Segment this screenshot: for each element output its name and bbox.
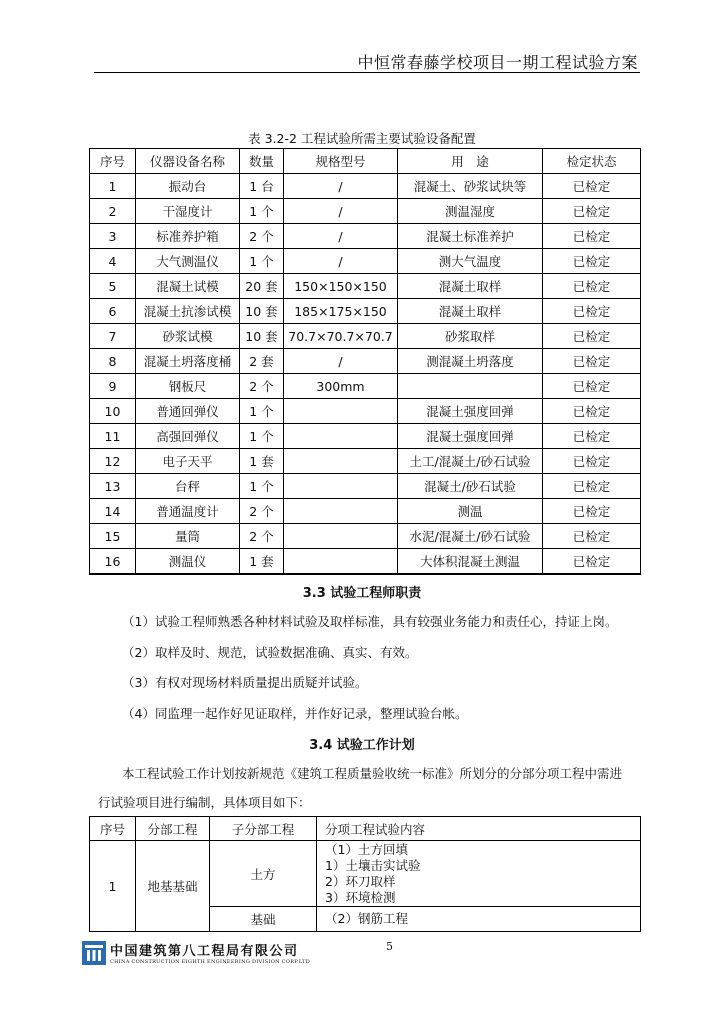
- duty-item-1: （1）试验工程师熟悉各种材料试验及取样标准，具有较强业务能力和责任心，持证上岗。: [122, 614, 618, 629]
- column-header: 序号: [90, 817, 136, 841]
- row-number: 9: [90, 374, 136, 399]
- footer-company-name-en: CHINA CONSTRUCTION EIGHTH ENGINEERING DIVISION CORP.LTD: [110, 959, 311, 965]
- calibration-status: 已检定: [543, 424, 641, 449]
- table-row: [90, 474, 641, 499]
- specification: [284, 424, 398, 449]
- usage: 测温湿度: [398, 199, 543, 224]
- calibration-status: 已检定: [543, 299, 641, 324]
- column-header: 分项工程试验内容: [317, 817, 641, 841]
- table-row: [90, 274, 641, 299]
- calibration-status: 已检定: [543, 199, 641, 224]
- usage: 混凝土取样: [398, 299, 543, 324]
- quantity: 20 套: [240, 274, 284, 299]
- equipment-name: 测温仪: [136, 549, 240, 575]
- quantity: 2 个: [240, 224, 284, 249]
- subdivision-cell: 土方: [210, 841, 317, 907]
- column-header: 子分部工程: [210, 817, 317, 841]
- test-content-cell: [317, 841, 641, 907]
- specification: /: [284, 224, 398, 249]
- table-row: [90, 324, 641, 349]
- usage: 混凝土/砂石试验: [398, 474, 543, 499]
- specification: /: [284, 349, 398, 374]
- duty-item-4: （4）同监理一起作好见证取样，并作好记录，整理试验台帐。: [122, 706, 468, 721]
- specification: 150×150×150: [284, 274, 398, 299]
- column-header: 序号: [90, 149, 136, 174]
- row-number: 12: [90, 449, 136, 474]
- equipment-table: [89, 148, 641, 575]
- column-header: 分部工程: [136, 817, 210, 841]
- table-row: [90, 449, 641, 474]
- specification: 185×175×150: [284, 299, 398, 324]
- equipment-table-header: [90, 149, 641, 174]
- usage: 砂浆取样: [398, 324, 543, 349]
- column-header: 数量: [240, 149, 284, 174]
- quantity: 2 个: [240, 524, 284, 549]
- row-number: 1: [90, 174, 136, 199]
- row-number: 5: [90, 274, 136, 299]
- calibration-status: 已检定: [543, 249, 641, 274]
- calibration-status: 已检定: [543, 399, 641, 424]
- specification: [284, 499, 398, 524]
- equipment-name: 台秤: [136, 474, 240, 499]
- section-3-4-title: 3.4 试验工作计划: [309, 738, 415, 753]
- test-content-line: 3）环境检测: [325, 889, 396, 905]
- calibration-status: 已检定: [543, 174, 641, 199]
- quantity: 1 套: [240, 449, 284, 474]
- table-row: [90, 299, 641, 324]
- specification: [284, 399, 398, 424]
- quantity: 2 个: [240, 374, 284, 399]
- usage: 混凝土强度回弹: [398, 399, 543, 424]
- usage: 混凝土取样: [398, 274, 543, 299]
- table-row: [90, 499, 641, 524]
- equipment-name: 普通回弹仪: [136, 399, 240, 424]
- specification: /: [284, 199, 398, 224]
- quantity: 1 个: [240, 424, 284, 449]
- quantity: 1 台: [240, 174, 284, 199]
- specification: [284, 549, 398, 575]
- table-row: [90, 399, 641, 424]
- calibration-status: 已检定: [543, 349, 641, 374]
- column-header: 用 途: [398, 149, 543, 174]
- duty-item-2: （2）取样及时、规范，试验数据准确、真实、有效。: [122, 645, 418, 660]
- table-row: [90, 424, 641, 449]
- usage: 混凝土标准养护: [398, 224, 543, 249]
- test-content-line: （2）钢筋工程: [325, 911, 408, 926]
- equipment-name: 钢板尺: [136, 374, 240, 399]
- column-header: 规格型号: [284, 149, 398, 174]
- row-number: 11: [90, 424, 136, 449]
- quantity: 2 套: [240, 349, 284, 374]
- quantity: 1 个: [240, 199, 284, 224]
- calibration-status: 已检定: [543, 549, 641, 575]
- table-row: [90, 349, 641, 374]
- usage: 测温: [398, 499, 543, 524]
- row-number: 1: [90, 841, 136, 932]
- row-number: 8: [90, 349, 136, 374]
- column-header: 检定状态: [543, 149, 641, 174]
- row-number: 2: [90, 199, 136, 224]
- usage: 混凝土强度回弹: [398, 424, 543, 449]
- table-row: [90, 524, 641, 549]
- equipment-name: 振动台: [136, 174, 240, 199]
- quantity: 1 个: [240, 399, 284, 424]
- calibration-status: 已检定: [543, 324, 641, 349]
- equipment-name: 混凝土试模: [136, 274, 240, 299]
- usage: 水泥/混凝土/砂石试验: [398, 524, 543, 549]
- row-number: 14: [90, 499, 136, 524]
- equipment-name: 普通温度计: [136, 499, 240, 524]
- calibration-status: 已检定: [543, 474, 641, 499]
- calibration-status: 已检定: [543, 499, 641, 524]
- usage: 大体积混凝土测温: [398, 549, 543, 575]
- table-row: [90, 249, 641, 274]
- table-row: [90, 174, 641, 199]
- row-number: 15: [90, 524, 136, 549]
- header-rule: [94, 72, 640, 73]
- specification: 70.7×70.7×70.7: [284, 324, 398, 349]
- specification: [284, 449, 398, 474]
- table-row: [90, 841, 641, 907]
- specification: 300mm: [284, 374, 398, 399]
- row-number: 7: [90, 324, 136, 349]
- table-row: [90, 199, 641, 224]
- table-row: [90, 224, 641, 249]
- table-row: [90, 374, 641, 399]
- equipment-name: 大气测温仪: [136, 249, 240, 274]
- test-content-cell: [317, 907, 641, 932]
- subdivision-cell: 基础: [210, 907, 317, 932]
- calibration-status: 已检定: [543, 224, 641, 249]
- usage: 土工/混凝土/砂石试验: [398, 449, 543, 474]
- document-header-title: 中恒常春藤学校项目一期工程试验方案: [357, 53, 638, 72]
- equipment-name: 高强回弹仪: [136, 424, 240, 449]
- row-number: 4: [90, 249, 136, 274]
- plan-table-header: [90, 817, 641, 841]
- row-number: 10: [90, 399, 136, 424]
- equipment-name: 砂浆试模: [136, 324, 240, 349]
- quantity: 1 个: [240, 249, 284, 274]
- equipment-name: 混凝土抗渗试模: [136, 299, 240, 324]
- plan-table: [89, 816, 641, 932]
- specification: [284, 474, 398, 499]
- duty-item-3: （3）有权对现场材料质量提出质疑并试验。: [122, 675, 368, 690]
- usage: [398, 374, 543, 399]
- division-cell: 地基基础: [136, 841, 210, 932]
- equipment-name: 混凝土坍落度桶: [136, 349, 240, 374]
- row-number: 6: [90, 299, 136, 324]
- page-number: 5: [386, 940, 393, 953]
- usage: 测混凝土坍落度: [398, 349, 543, 374]
- equipment-name: 标准养护箱: [136, 224, 240, 249]
- calibration-status: 已检定: [543, 524, 641, 549]
- row-number: 13: [90, 474, 136, 499]
- equipment-name: 干湿度计: [136, 199, 240, 224]
- quantity: 2 个: [240, 499, 284, 524]
- usage: 测大气温度: [398, 249, 543, 274]
- footer-company-name: 中国建筑第八工程局有限公司: [110, 944, 299, 959]
- quantity: 1 套: [240, 549, 284, 575]
- test-content-line: （1）土方回填: [325, 841, 408, 857]
- calibration-status: 已检定: [543, 274, 641, 299]
- column-header: 仪器设备名称: [136, 149, 240, 174]
- quantity: 10 套: [240, 299, 284, 324]
- equipment-table-caption: 表 3.2-2 工程试验所需主要试验设备配置: [248, 131, 476, 146]
- equipment-name: 量筒: [136, 524, 240, 549]
- quantity: 10 套: [240, 324, 284, 349]
- specification: /: [284, 174, 398, 199]
- company-logo-icon: [82, 941, 106, 965]
- test-content-line: 1）土壤击实试验: [325, 857, 421, 873]
- row-number: 16: [90, 549, 136, 575]
- row-number: 3: [90, 224, 136, 249]
- plan-paragraph-line-2: 行试验项目进行编制，具体项目如下：: [98, 795, 311, 810]
- usage: 混凝土、砂浆试块等: [398, 174, 543, 199]
- table-row: [90, 549, 641, 575]
- calibration-status: 已检定: [543, 449, 641, 474]
- specification: [284, 524, 398, 549]
- plan-paragraph-line-1: 本工程试验工作计划按新规范《建筑工程质量验收统一标准》所划分的分部分项工程中需进: [122, 766, 623, 781]
- quantity: 1 个: [240, 474, 284, 499]
- test-content-line: 2）环刀取样: [325, 873, 396, 889]
- section-3-3-title: 3.3 试验工程师职责: [302, 586, 422, 601]
- equipment-name: 电子天平: [136, 449, 240, 474]
- specification: /: [284, 249, 398, 274]
- calibration-status: 已检定: [543, 374, 641, 399]
